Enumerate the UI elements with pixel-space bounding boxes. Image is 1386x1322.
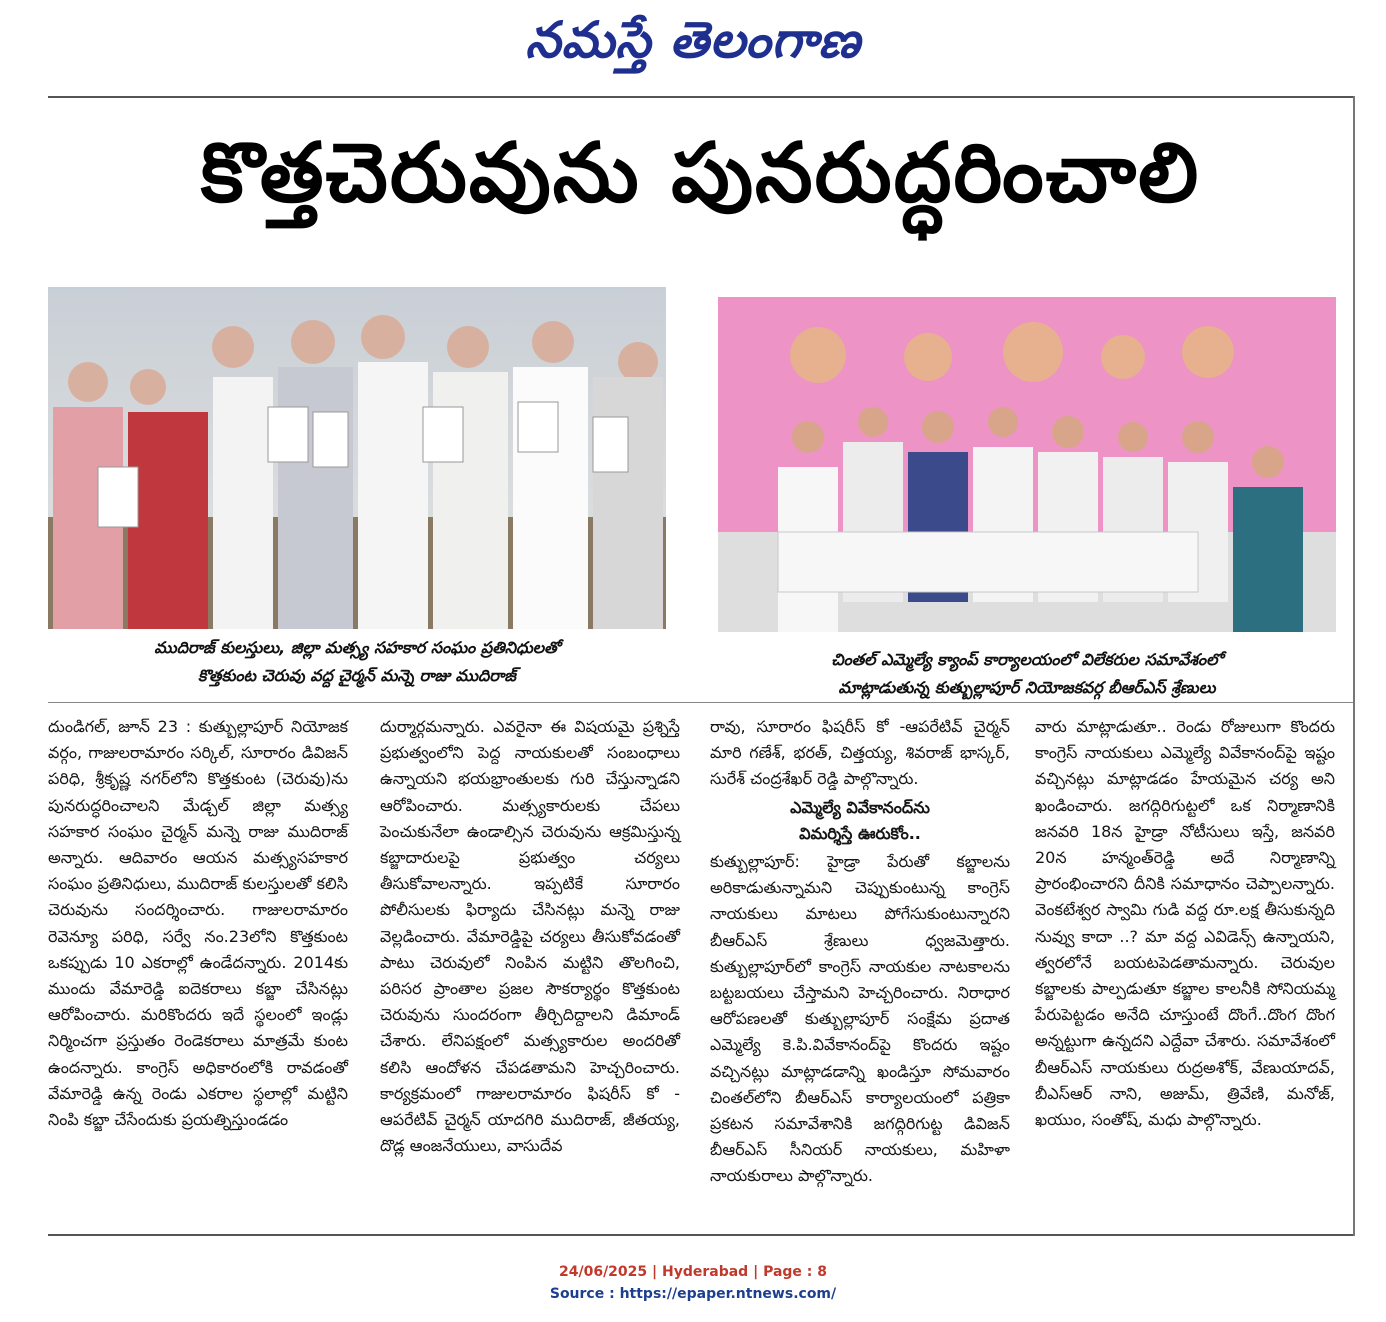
article-column-2 [380, 714, 680, 1159]
right-photo-caption [718, 646, 1336, 702]
article-column-3 [710, 714, 1010, 1190]
masthead: నమస్తే తెలంగాణ [525, 10, 861, 69]
right-caption-line-2: మాట్లాడుతున్న కుత్బుల్లాపూర్ నియోజకవర్గ బీఆర్ఎస్ శ్రేణులు [838, 678, 1216, 697]
left-caption-line-1: ముదిరాజ్ కులస్తులు, జిల్లా మత్స్య సహకార సంఘం ప్రతినిధులతో [154, 638, 560, 657]
photo-press-meet [718, 297, 1336, 632]
masthead-rule [48, 96, 1353, 98]
footer-source-line: Source : https://epaper.ntnews.com/ [549, 1286, 837, 1302]
subhead-line-1: ఎమ్మెల్యే వివేకానంద్‌ను [790, 797, 930, 817]
article-column-4 [1035, 714, 1335, 1133]
right-edge-rule [1353, 96, 1355, 1236]
article-column-1 [48, 714, 348, 1133]
photo-fishermen-protest [48, 287, 666, 629]
subhead [710, 795, 1010, 847]
article-col4-text: వారు మాట్లాడుతూ.. రెండు రోజులుగా కొందరు కాంగ్రెస్ నాయకులు ఎమ్మెల్యే వివేకానంద్‌పై ఇష్టం వచ్చినట్లు మాట్లాడడం హేయమైన చర్య అని ఖండించారు. జగద్గిరిగుట్టలో ఒక నిర్మాణానికి జనవరి 18న హైడ్రా నోటీసులు ఇస్తే, జనవరి 20న హన్మంత్‌రెడ్డి అదే నిర్మాణాన్ని ప్రారంభించారని దీనికి సమాధానం చెప్పాలన్నారు. వెంకటేశ్వర స్వామి గుడి వద్ద రూ.లక్ష తీసుకున్నది నువ్వు కాదా ..? మా వద్ద ఎవిడెన్స్ ఉన్నాయని, త్వరలోనే బయటపెడతామన్నారు. చెరువుల కబ్జాలకు పాల్పడుతూ కబ్జాల కాలనీకి సోనియమ్మ పేరుపెట్టడం అనేది చూస్తుంటే దొంగే..దొంగ దొంగ అన్నట్టుగా ఉన్నదని ఎద్దేవా చేశారు. సమావేశంలో బీఆర్ఎస్ నాయకులు రుద్రఅశోక్, వేణుయాదవ్, బీఎస్ఆర్ నాని, అజుమ్, త్రివేణి, మనోజ్, ఖయుం, సంతోష్, మధు పాల్గొన్నారు. [1035, 717, 1335, 1130]
bottom-rule [48, 1234, 1353, 1236]
left-caption-line-2: కొత్తకుంట చెరువు వద్ద చైర్మన్ మన్నె రాజు ముదిరాజ్ [198, 666, 516, 685]
article-col3-bottom-text: కుత్బుల్లాపూర్: హైడ్రా పేరుతో కబ్జాలను అరికాడుతున్నామని చెప్పుకుంటున్న కాంగ్రెస్ నాయకులు మాటలు పోగేసుకుంటున్నారని బీఆర్ఎస్ శ్రేణులు ధ్వజమెత్తారు. కుత్బుల్లాపూర్‌లో కాంగ్రెస్ నాయకుల నాటకాలను బట్టబయలు చేస్తామని హెచ్చరించారు. నిరాధార ఆరోపణలతో కుత్బుల్లాపూర్ సంక్షేమ ప్రదాత ఎమ్మెల్యే కె.పి.వివేకానంద్‌పై కొందరు ఇష్టం వచ్చినట్లు మాట్లాడడాన్ని ఖండిస్తూ సోమవారం చింతల్‌లోని బీఆర్ఎస్ కార్యాలయంలో పత్రికా ప్రకటన సమావేశానికి జగద్గిరిగుట్ట డివిజన్ బీఆర్ఎస్ సీనియర్ నాయకులు, మహిళా నాయకురాలు పాల్గొన్నారు. [710, 852, 1010, 1186]
article-col3-top-text: రావు, సూరారం ఫిషరీస్ కో -ఆపరేటివ్ చైర్మన్ మారి గణేశ్, భరత్, చిత్తయ్య, శివరాజ్ భాస్కర్, సురేశ్ చంద్రశేఖర్ రెడ్డి పాల్గొన్నారు. [710, 717, 1010, 789]
right-caption-line-1: చింతల్ ఎమ్మెల్యే క్యాంప్ కార్యాలయంలో విలేకరుల సమావేశంలో [831, 650, 1223, 669]
article-col2-text: దుర్మార్గమన్నారు. ఎవరైనా ఈ విషయమై ప్రశ్నిస్తే ప్రభుత్వంలోని పెద్ద నాయకులతో సంబంధాలు ఉన్నాయని భయభ్రాంతులకు గురి చేస్తున్నాడని ఆరోపించారు. మత్స్యకారులకు చేపలు పెంచుకునేలా ఉండాల్సిన చెరువును ఆక్రమిస్తున్న కబ్జాదారులపై ప్రభుత్వం చర్యలు తీసుకోవాలన్నారు. ఇప్పటికే సూరారం పోలీసులకు ఫిర్యాదు చేసినట్లు మన్నె రాజు వెల్లడించారు. వేమారెడ్డిపై చర్యలు తీసుకోవడంతో పాటు చెరువులో నింపిన మట్టిని తొలగించి, పరిసర ప్రాంతాల ప్రజల సౌకర్యార్థం కొత్తకుంట చెరువును సుందరంగా తీర్చిదిద్దాలని డిమాండ్ చేశారు. లేనిపక్షంలో మత్స్యకారుల అందరితో కలిసి ఆందోళన చేపడతామని హెచ్చరించారు. కార్యక్రమంలో గాజులరామారం ఫిషరీస్ కో - ఆపరేటివ్ చైర్మన్ యాదగిరి ముదిరాజ్, జీతయ్య, దొడ్ల ఆంజనేయులు, వాసుదేవ [380, 717, 680, 1156]
headline: కొత్తచెరువును పునరుద్ధరించాలి [200, 126, 1201, 221]
subhead-line-2: విమర్శిస్తే ఊరుకోం.. [799, 823, 921, 843]
article-col1-text: దుండిగల్, జూన్ 23 : కుత్బుల్లాపూర్ నియోజక వర్గం, గాజులరామారం సర్కిల్, సూరారం డివిజన్ పరిధి, శ్రీకృష్ణ నగర్‌లోని కొత్తకుంట (చెరువు)ను పునరుద్ధరించాలని మేడ్చల్ జిల్లా మత్స్య సహకార సంఘం చైర్మన్ మన్నె రాజు ముదిరాజ్ అన్నారు. ఆదివారం ఆయన మత్స్యసహకార సంఘం ప్రతినిధులు, ముదిరాజ్ కులస్తులతో కలిసి చెరువును సందర్శించారు. గాజులరామారం రెవెన్యూ పరిధి, సర్వే నం.23లోని కొత్తకుంట ఒకప్పుడు 10 ఎకరాల్లో ఉండేదన్నారు. 2014కు ముందు వేమారెడ్డి ఐదెకరాలు కబ్జా చేసినట్లు ఆరోపించారు. మరికొందరు ఇదే స్థలంలో ఇండ్లు నిర్మించగా ప్రస్తుతం రెండెకరాలు మాత్రమే కుంట ఉందన్నారు. కాంగ్రెస్ అధికారంలోకి రావడంతో వేమారెడ్డి ఉన్న రెండు ఎకరాల స్థలాల్లో మట్టిని నింపి కబ్జా చేసేందుకు ప్రయత్నిస్తుండడం [48, 717, 348, 1130]
caption-rule [48, 702, 1353, 703]
footer-date-line: 24/06/2025 | Hyderabad | Page : 8 [558, 1264, 828, 1280]
left-photo-caption [48, 634, 666, 690]
